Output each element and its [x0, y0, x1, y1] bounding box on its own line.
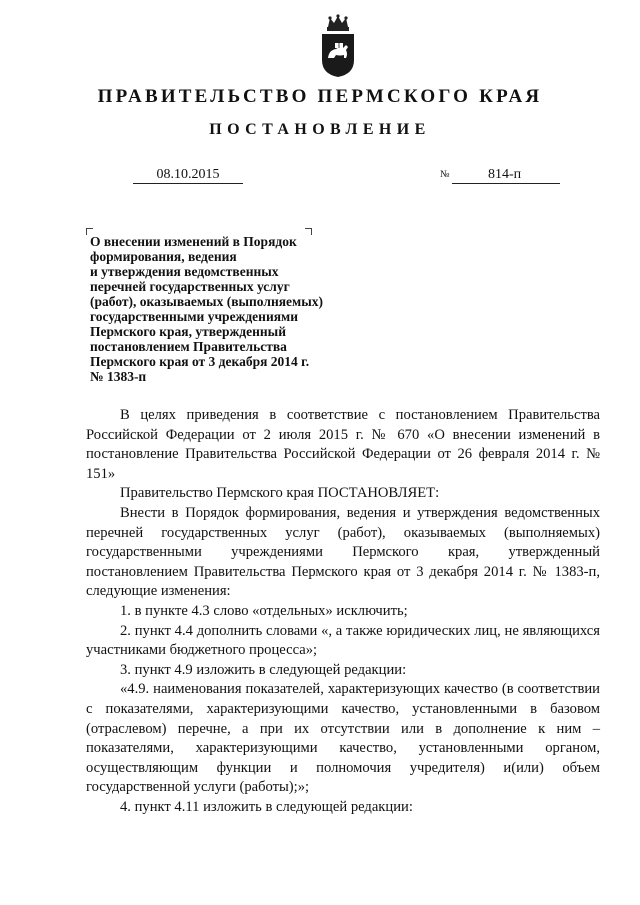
number-label: №: [440, 169, 450, 180]
subject-line: № 1383-п: [90, 369, 147, 384]
subject-line: О внесении изменений в Порядок: [90, 234, 297, 249]
subject-line: (работ), оказываемых (выполняемых): [90, 294, 324, 309]
subject-line: Пермского края от 3 декабря 2014 г.: [90, 354, 310, 369]
body-paragraph: 4. пункт 4.11 изложить в следующей редакции:: [120, 798, 413, 815]
document-date: 08.10.2015: [133, 167, 243, 184]
document-number: 814-п: [488, 167, 522, 182]
body-paragraph: Правительство Пермского края ПОСТАНОВЛЯЕТ:: [120, 485, 440, 502]
document-number-field: [452, 167, 560, 184]
subject-line: постановлением Правительства: [90, 339, 287, 354]
subject-line: перечней государственных услуг: [90, 279, 290, 294]
document-subject: [90, 234, 380, 384]
body-paragraph: 2. пункт 4.4 дополнить словами «, а также юридических лиц, не являющихся участниками бюджетного процесса»;: [86, 622, 600, 659]
document-body: [86, 406, 600, 817]
organization-title: ПРАВИТЕЛЬСТВО ПЕРМСКОГО КРАЯ: [97, 86, 543, 107]
body-paragraph: 3. пункт 4.9 изложить в следующей редакции:: [120, 661, 407, 678]
body-paragraph: 1. в пункте 4.3 слово «отдельных» исключить;: [120, 602, 408, 619]
perm-krai-coat-of-arms-icon: [319, 14, 357, 78]
body-paragraph: В целях приведения в соответствие с постановлением Правительства Российской Федерации от 2 июля 2015 г. № 670 «О внесении изменений в постановление Правительства Российской Федерации от 26 февраля 2014 г. № 151»: [86, 407, 600, 482]
subject-line: и утверждения ведомственных: [90, 264, 279, 279]
document-type: ПОСТАНОВЛЕНИЕ: [209, 121, 431, 138]
body-paragraph: Внести в Порядок формирования, ведения и утверждения ведомственных перечней государственных услуг (работ), оказываемых (выполняемых) государственными учреждениями Пермского края, утвержденный постановлением Правительства Пермского края от 3 декабря 2014 г. № 1383-п, следующие изменения:: [86, 504, 600, 600]
subject-line: государственными учреждениями: [90, 309, 299, 324]
subject-line: Пермского края, утвержденный: [90, 324, 287, 339]
body-paragraph: «4.9. наименования показателей, характеризующих качество (в соответствии с показателями, характеризующими качество, установленными в базовом (отраслевом) перечне, а при их отсутствии или в дополнение к ним – показателями, характеризующими качество, установленными органом, осуществляющим функции и полномочия учредителя) и(или) объем государственной услуги (работы);»;: [86, 681, 600, 796]
subject-line: формирования, ведения: [90, 249, 237, 264]
